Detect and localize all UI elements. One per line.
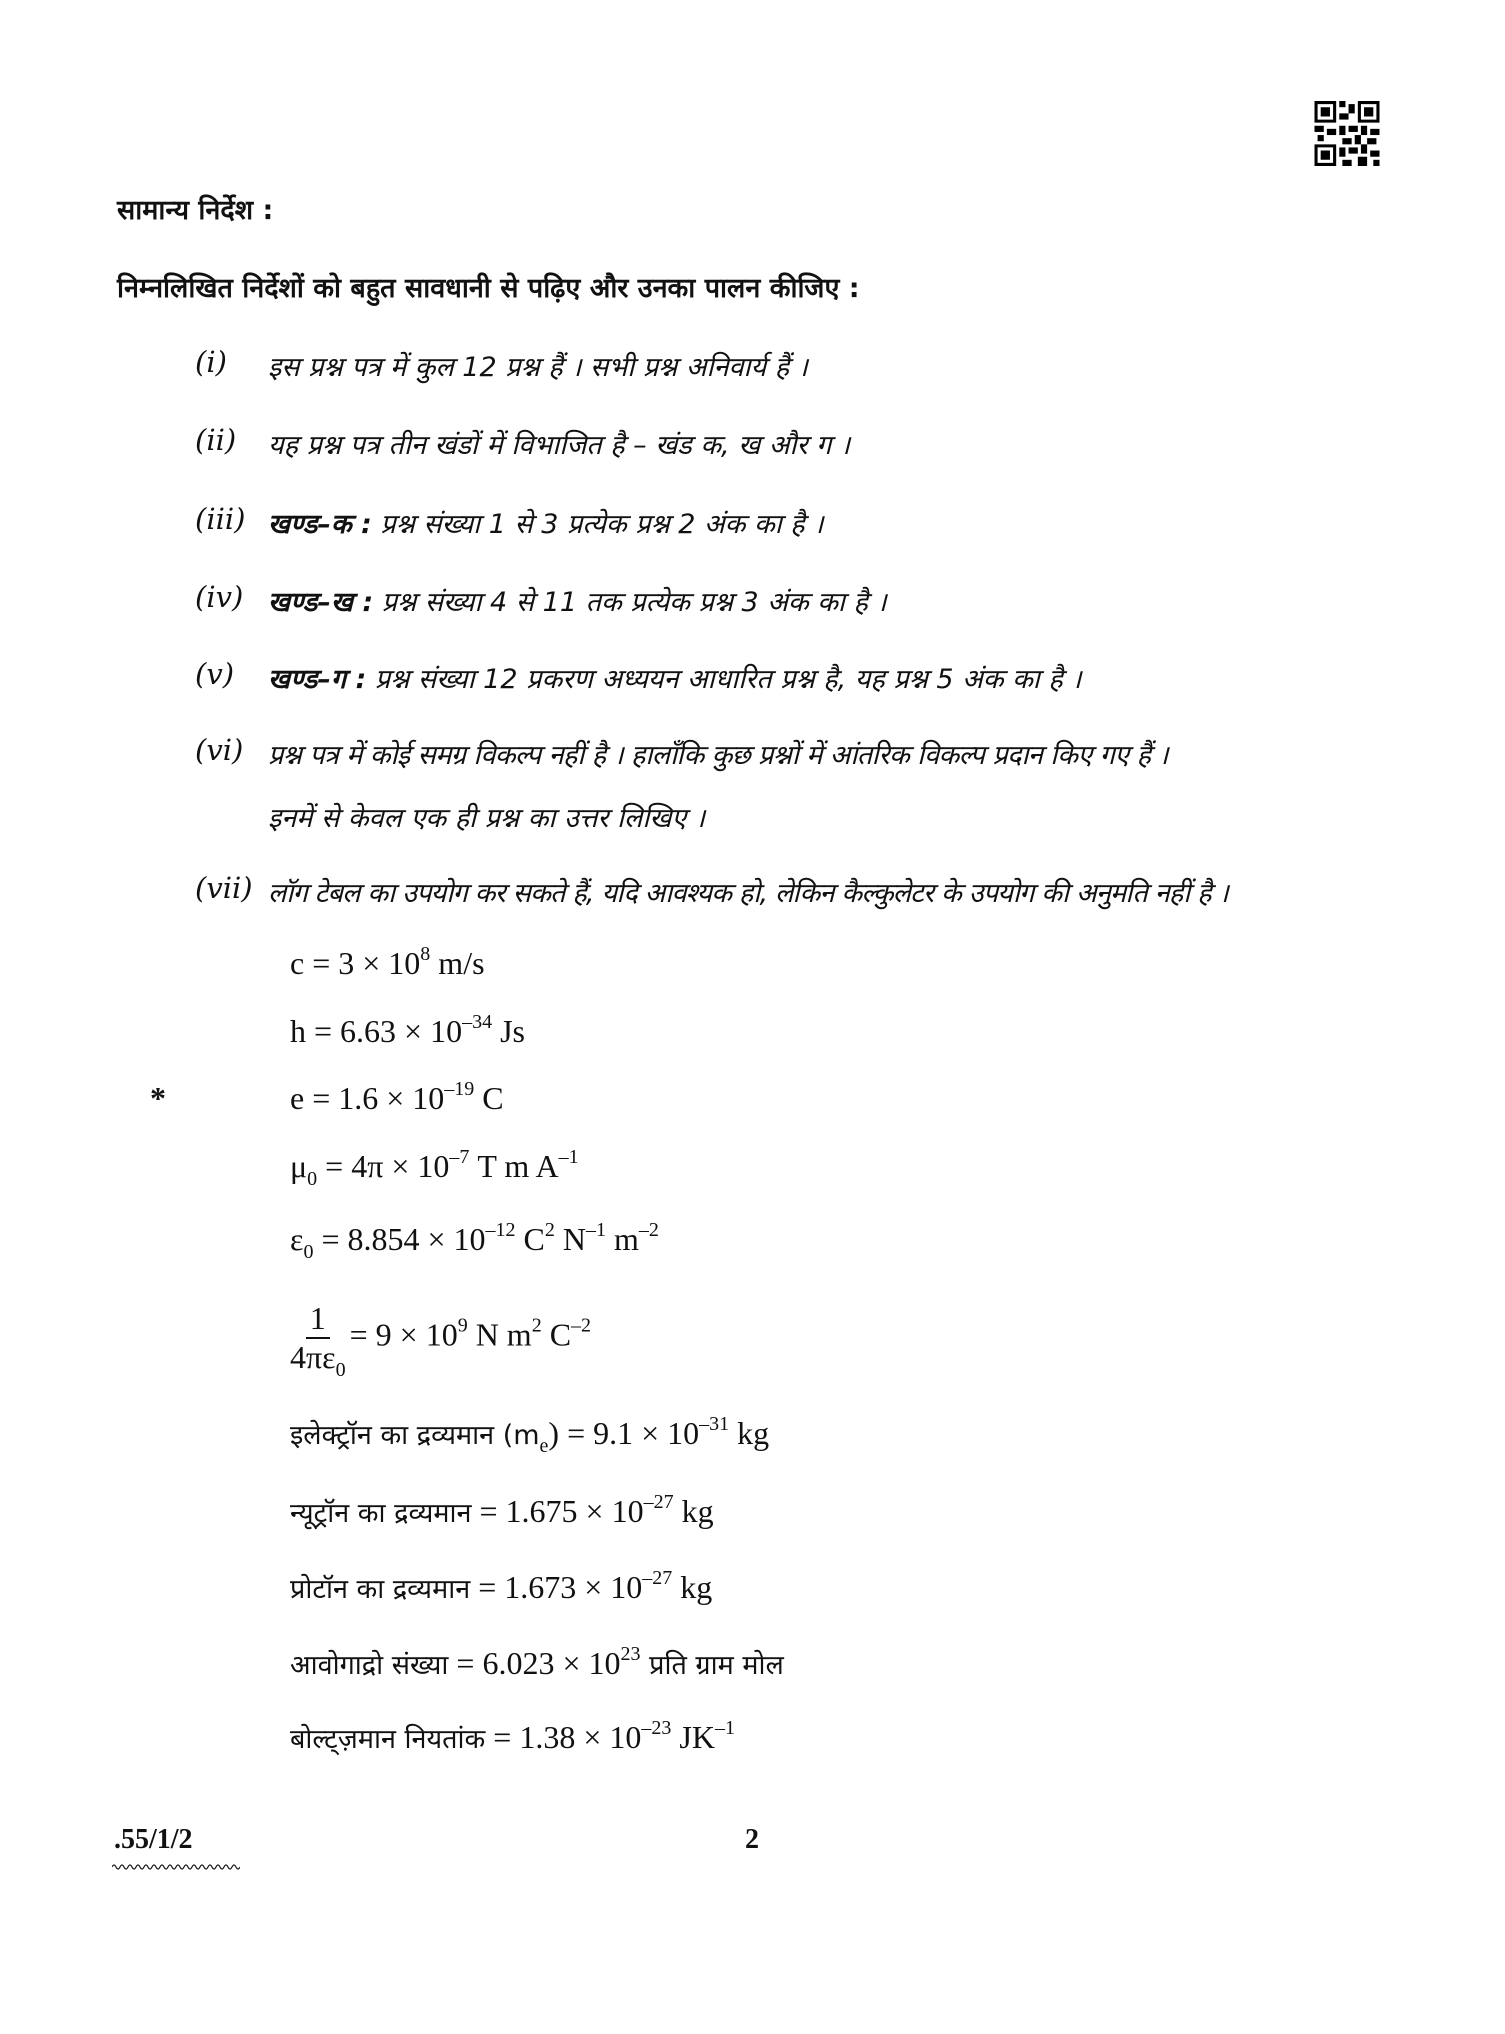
intro-text: निम्नलिखित निर्देशों को बहुत सावधानी से पढ़िए और उनका पालन कीजिए :	[117, 273, 860, 304]
fraction: $\frac{1}{4\pi\varepsilon_0}$	[290, 1300, 346, 1381]
item-label: (ii)	[195, 423, 237, 457]
item-text: यह प्रश्न पत्र तीन खंडों में विभाजित है – खंड क, ख और ग ।	[268, 430, 851, 461]
qr-code	[1313, 101, 1381, 166]
instruction-item	[195, 657, 1082, 695]
item-label: (iii)	[195, 502, 246, 536]
section-title: सामान्य निर्देश :	[117, 195, 274, 226]
item-text: प्रश्न संख्या 1 से 3 प्रत्येक प्रश्न 2 अंक का है ।	[371, 509, 824, 540]
item-text: लॉग टेबल का उपयोग कर सकते हैं, यदि आवश्यक हो, लेकिन कैल्कुलेटर के उपयोग की अनुमति नहीं है ।	[268, 878, 1228, 909]
item-text: इस प्रश्न पत्र में कुल 12 प्रश्न हैं । सभी प्रश्न अनिवार्य हैं ।	[268, 352, 808, 383]
instruction-item	[195, 345, 808, 383]
paper-code: .55/1/2	[114, 1824, 193, 1855]
instruction-item	[195, 871, 1228, 909]
item-label: (i)	[195, 345, 227, 379]
item-text-continued: इनमें से केवल एक ही प्रश्न का उत्तर लिखिए ।	[268, 803, 706, 834]
item-text: प्रश्न संख्या 4 से 11 तक प्रत्येक प्रश्न 3 अंक का है ।	[373, 587, 887, 618]
constant-proton-mass: प्रोटॉन का द्रव्यमान = $1.673 \times 10^{-27}$ kg	[290, 1567, 713, 1605]
page-number: 2	[745, 1824, 759, 1855]
item-label: (iv)	[195, 580, 244, 614]
instruction-item	[195, 423, 851, 461]
constant-neutron-mass: न्यूट्रॉन का द्रव्यमान = $1.675 \times 10^{-27}$ kg	[290, 1491, 714, 1529]
constant-speed-of-light: $c = 3 \times 10^8$ m/s	[290, 943, 485, 981]
section-label: खण्ड–क :	[268, 509, 372, 540]
constant-avogadro: आवोगाद्रो संख्या = $6.023 \times 10^{23}$ प्रति ग्राम मोल	[290, 1643, 784, 1681]
asterisk-mark: *	[150, 1080, 166, 1116]
section-label: खण्ड–ख :	[268, 587, 374, 618]
instruction-item	[195, 733, 1168, 834]
constant-permittivity: $\varepsilon_0 = 8.854 \times 10^{-12}$ $C^2$ $N^{-1}$ $m^{-2}$	[290, 1219, 659, 1263]
item-label: (v)	[195, 657, 235, 691]
item-label: (vii)	[195, 871, 253, 905]
constant-permeability: $\mu_0 = 4\pi \times 10^{-7}$ T m $A^{-1}$	[290, 1146, 579, 1190]
instruction-item	[195, 502, 824, 540]
constant-coulomb: $\frac{1}{4\pi\varepsilon_0}$ = $9 \times 10^9$ N $m^2$ $C^{-2}$	[290, 1300, 592, 1381]
constant-boltzmann: बोल्ट्ज़मान नियतांक = $1.38 \times 10^{-23}$ $JK^{-1}$	[290, 1717, 735, 1755]
item-label: (vi)	[195, 733, 244, 767]
wavy-underline	[112, 1862, 240, 1872]
instruction-item	[195, 580, 887, 618]
constant-electron-charge: $e = 1.6 \times 10^{-19}$ C	[290, 1078, 504, 1116]
constant-planck: $h = 6.63 \times 10^{-34}$ Js	[290, 1011, 525, 1049]
item-text: प्रश्न संख्या 12 प्रकरण अध्ययन आधारित प्रश्न है, यह प्रश्न 5 अंक का है ।	[366, 664, 1082, 695]
constant-electron-mass: इलेक्ट्रॉन का द्रव्यमान $(m_e) = 9.1 \times 10^{-31}$ kg	[290, 1413, 770, 1457]
item-text: प्रश्न पत्र में कोई समग्र विकल्प नहीं है । हालाँकि कुछ प्रश्नों में आंतरिक विकल्प प्रदान किए गए हैं ।	[268, 740, 1168, 771]
section-label: खण्ड–ग :	[268, 664, 367, 695]
